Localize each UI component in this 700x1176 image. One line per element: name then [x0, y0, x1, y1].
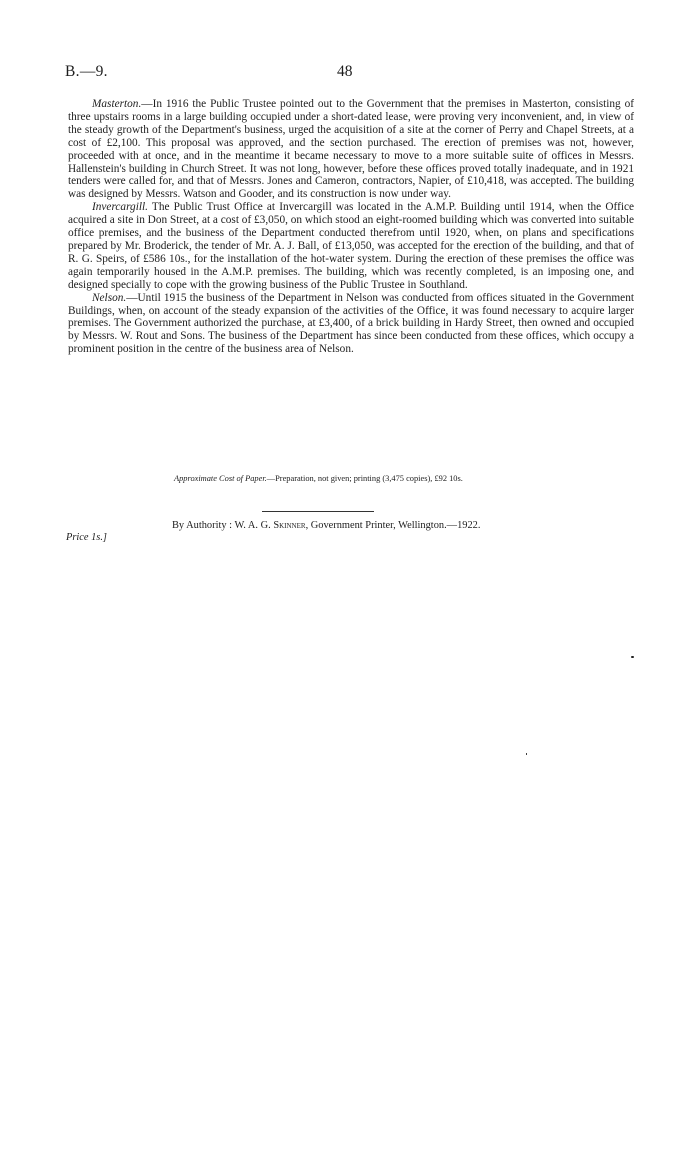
- header-code: B.—9.: [65, 63, 108, 80]
- paragraph-text: —Until 1915 the business of the Department in Nelson was conducted from offices situated in the Government Buildings, when, on account of the steady expansion of the activities of the Office, it was found necessary to acquire larger premises. The Government authorized the purchase, at £3,400, of a brick building in Hardy Street, then owned and occupied by Messrs. W. Rout and Sons. The business of the Department has since been conducted from these offices, which occupy a prominent position in the centre of the business area of Nelson.: [68, 291, 634, 356]
- paragraph-masterton: [68, 98, 634, 201]
- scan-speck: [631, 656, 634, 658]
- cost-note-text: —Preparation, not given; printing (3,475 copies), £92 10s.: [266, 474, 463, 483]
- paragraph-text: —In 1916 the Public Trustee pointed out to the Government that the premises in Masterton, consisting of three upstairs rooms in a large building occupied under a short-dated lease, were proving very inconvenient, and, in view of the steady growth of the Department's business, urged the acquisition of a site at the corner of Perry and Chapel Streets, at a cost of £2,100. This proposal was approved, and the section purchased. The erection of premises was not, however, proceeded with at once, and in the meantime it became necessary to move to a more suitable suite of offices in Messrs. Hallenstein's building in Church Street. It was not long, however, before these offices proved totally inadequate, and in 1921 tenders were called for, and that of Messrs. Jones and Cameron, contractors, Napier, of £10,418, was accepted. The building was designed by Messrs. Watson and Gooder, and its construction is now under way.: [68, 98, 634, 201]
- printer-name: Skinner: [273, 520, 306, 531]
- body-text: [68, 98, 634, 356]
- paragraph-heading: Masterton.: [92, 98, 142, 110]
- imprint-suffix: , Government Printer, Wellington.—1922.: [305, 520, 481, 531]
- cost-note-label: Approximate Cost of Paper.: [174, 474, 267, 483]
- divider: [262, 511, 374, 512]
- imprint: [172, 520, 480, 531]
- paragraph-heading: Invercargill.: [92, 201, 148, 214]
- scan-speck: [526, 753, 527, 755]
- paragraph-invercargill: [68, 201, 634, 291]
- paragraph-nelson: [68, 292, 634, 357]
- price-note: Price 1s.]: [66, 532, 107, 543]
- imprint-prefix: By Authority : W. A. G.: [172, 520, 274, 531]
- paragraph-text: The Public Trust Office at Invercargill was located in the A.M.P. Building until 1914, when the Office acquired a site in Don Street, at a cost of £3,050, on which stood an eight-roomed building which was converted into suitable office premises, and the business of the Department conducted therefrom until 1920, when, on plans and specifications prepared by Mr. Broderick, the tender of Mr. A. J. Ball, of £13,050, was accepted for the erection of the building, and that of R. G. Speirs, of £586 10s., for the installation of the hot-water system. During the erection of these premises the office was again temporarily housed in the A.M.P. premises. The building, which was recently completed, is an imposing one, and designed specially to cope with the growing business of the Public Trustee in Southland.: [68, 201, 634, 291]
- cost-note: [174, 474, 463, 483]
- page-number: 48: [337, 63, 353, 80]
- paragraph-heading: Nelson.: [92, 291, 127, 304]
